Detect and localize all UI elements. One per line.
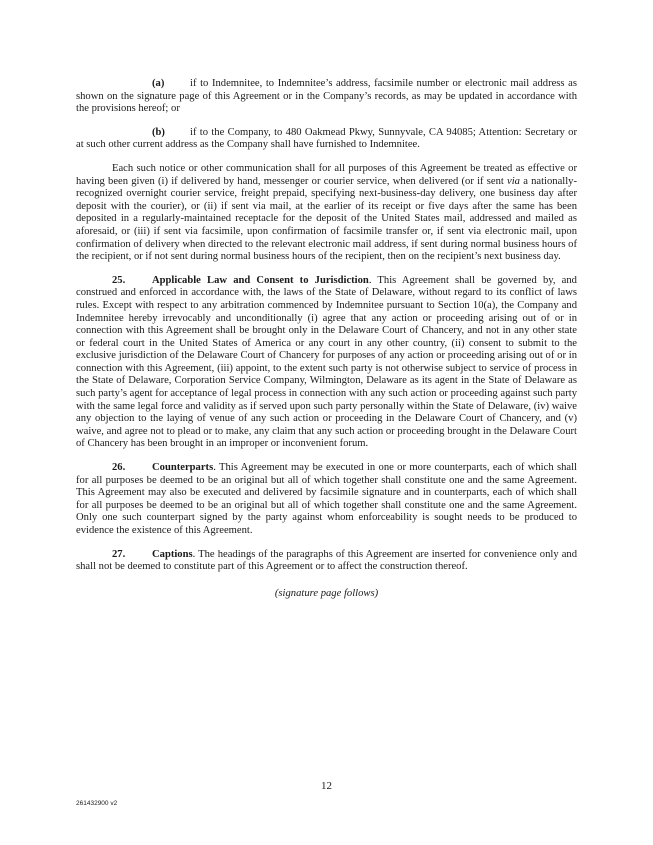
- notice-text-part2: a nationally-recognized overnight courier service, freight prepaid, specifying next-business-day delivery, one business day after deposit with the courier), or (ii) if sent via mail, at the earlier of its receipt or five days after the same has been deposited in a regularly-maintained receptacle for the deposit of the United States mail, addressed and mailed as aforesaid, or (iii) if sent via facsimile, upon confirmation of facsimile transfer or, if sent via electronic mail, upon confirmation of delivery when directed to the relevant electronic mail address, if sent during normal business hours of the recipient, or if not sent during normal business hours of the recipient, then on the recipient’s next business day.: [76, 175, 577, 263]
- section-25-number: 25.: [112, 274, 126, 286]
- page-number: 12: [321, 780, 332, 792]
- section-27-number: 27.: [112, 548, 126, 560]
- section-26-title: Counterparts: [152, 462, 214, 474]
- clause-b: [76, 127, 577, 152]
- section-27: [76, 549, 577, 574]
- section-26: [76, 462, 577, 538]
- clause-a-label: (a): [152, 78, 165, 89]
- section-25-text: . This Agreement shall be governed by, and construed and enforced in accordance with, the laws of the State of Delaware, without regard to its conflict of laws rules. Except with respect to any arbitration commenced by Indemnitee pursuant to Section 10(a), the Company and Indemnitee hereby irrevocably and unconditionally (i) agree that any action or proceeding arising out of or in connection with this Agreement shall be brought only in the Delaware Court of Chancery, and not in any other state or federal court in the United States of America or any court in any other country, (ii) consent to submit to the exclusive jurisdiction of the Delaware Court of Chancery for purposes of any action or proceeding arising out of or in connection with this Agreement, (iii) appoint, to the extent such party is not otherwise subject to service of process in the State of Delaware, Corporation Service Company, Wilmington, Delaware as its agent in the State of Delaware as such party’s agent for acceptance of legal process in connection with any such action or proceeding against such party with the same legal force and validity as if served upon such party personally within the State of Delaware, (iv) waive any objection to the laying of venue of any such action or proceeding in the Delaware Court of Chancery, and (v) waive, and agree not to plead or to make, any claim that any such action or proceeding brought in the Delaware Court of Chancery has been brought in an improper or inconvenient forum.: [76, 274, 577, 450]
- section-26-text: . This Agreement may be executed in one or more counterparts, each of which shall for all purposes be deemed to be an original but all of which together shall constitute one and the same Agreement. This Agreement may also be executed and delivered by facsimile signature and in counterparts, each of which shall for all purposes be deemed to be an original but all of which together shall constitute one and the same Agreement. Only one such counterpart signed by the party against whom enforceability is sought needs to be produced to evidence the existence of this Agreement.: [76, 462, 577, 536]
- section-27-title: Captions: [152, 548, 193, 560]
- document-body: [76, 78, 577, 611]
- signature-page-note: [76, 588, 577, 601]
- notice-text-italic: via: [507, 175, 520, 187]
- document-id: 261432900 v2: [76, 800, 118, 807]
- section-25-title: Applicable Law and Consent to Jurisdiction: [152, 274, 369, 286]
- clause-b-text: if to the Company, to 480 Oakmead Pkwy, Sunnyvale, CA 94085; Attention: Secretary or at such other current address as the Company shall have furnished to Indemnitee.: [76, 126, 577, 151]
- notice-text-part1: Each such notice or other communication shall for all purposes of this Agreement be treated as effective or having been given (i) if delivered by hand, messenger or courier service, when delivered (or if sent: [76, 162, 577, 187]
- section-25: [76, 275, 577, 451]
- clause-a-text: if to Indemnitee, to Indemnitee’s address, facsimile number or electronic mail address as shown on the signature page of this Agreement or in the Company’s records, as may be updated in accordance with the provisions hereof; or: [76, 78, 577, 115]
- section-27-text: . The headings of the paragraphs of this Agreement are inserted for convenience only and shall not be deemed to constitute part of this Agreement or to affect the construction thereof.: [76, 548, 577, 573]
- notice-paragraph: [76, 163, 577, 264]
- clause-a: [76, 78, 577, 116]
- signature-page-note-text: (signature page follows): [274, 587, 379, 599]
- clause-b-label: (b): [152, 126, 165, 138]
- section-26-number: 26.: [112, 462, 126, 474]
